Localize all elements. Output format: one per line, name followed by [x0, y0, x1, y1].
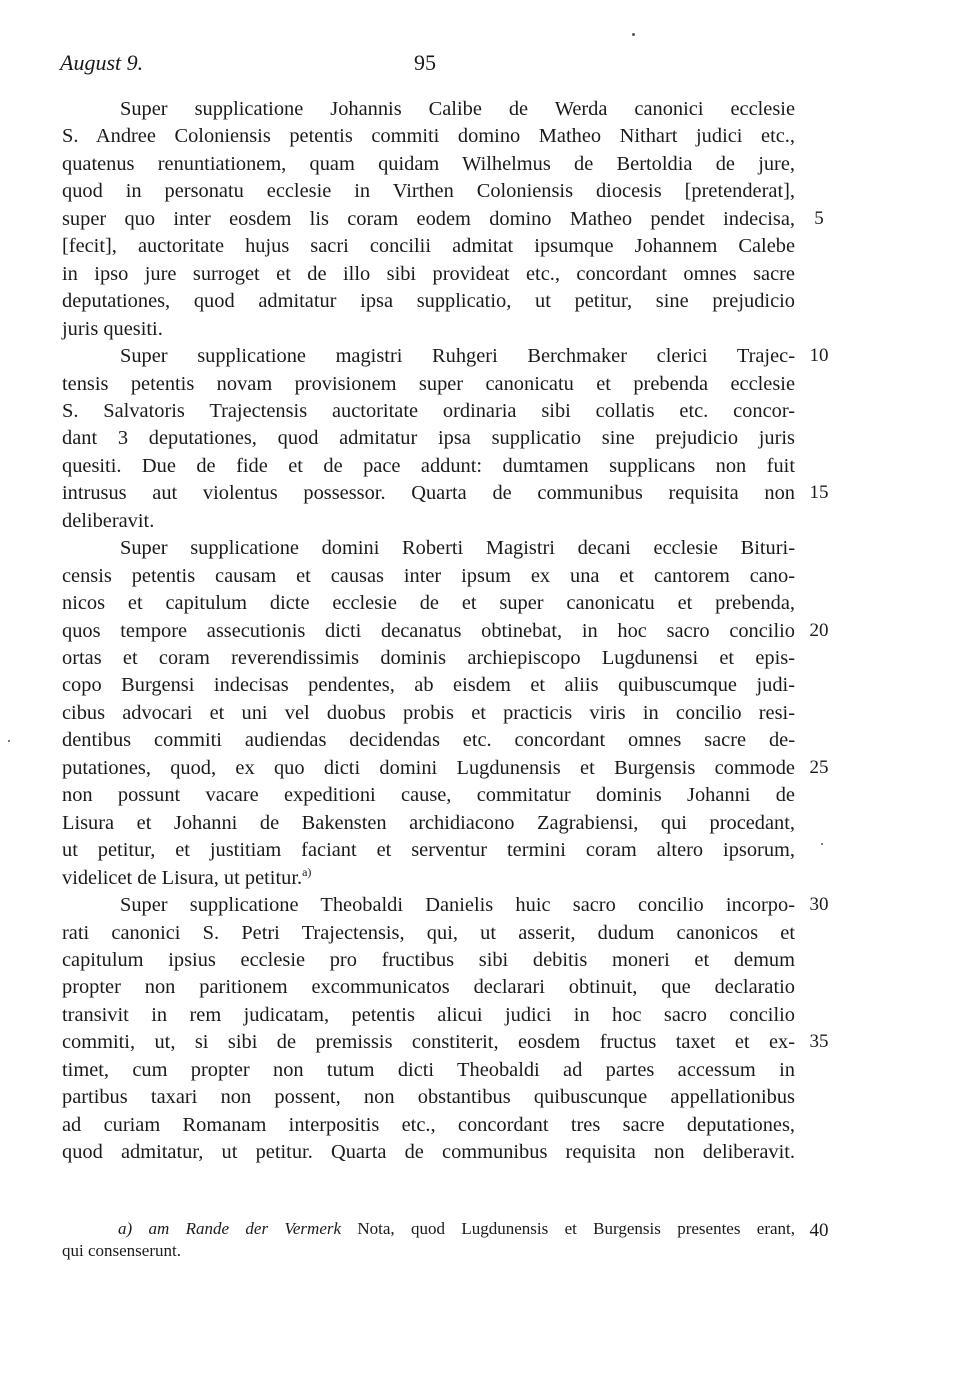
text-line — [62, 920, 795, 946]
text-line-content: putationes, quod, ex quo dicti domini Lugdunensis et Burgensis commode — [62, 756, 795, 779]
margin-line-number: 40 — [809, 1220, 829, 1241]
text-line — [62, 672, 795, 698]
text-line-content: quatenus renuntiationem, quam quidam Wilhelmus de Bertoldia de jure, — [62, 152, 795, 175]
text-line-content: capitulum ipsius ecclesie pro fructibus sibi debitis moneri et demum — [62, 948, 795, 971]
text-line-content: copo Burgensi indecisas pendentes, ab eisdem et aliis quibuscumque judi- — [62, 674, 795, 697]
text-line — [62, 782, 795, 808]
text-line-content: in ipso jure surroget et de illo sibi provideat etc., concordant omnes sacre — [62, 262, 795, 285]
text-line — [62, 288, 795, 314]
text-line-content: dant 3 deputationes, quod admitatur ipsa supplicatio sine prejudicio juris — [62, 427, 795, 450]
text-line — [62, 316, 795, 342]
margin-line-number: 35 — [809, 1031, 829, 1053]
text-line — [62, 151, 795, 177]
text-line-content: tensis petentis novam provisionem super canonicatu et prebenda ecclesie — [62, 372, 795, 395]
text-line — [62, 837, 795, 863]
text-line — [62, 398, 795, 424]
text-line — [62, 233, 795, 259]
text-line-content: ad curiam Romanam interpositis etc., concordant tres sacre deputationes, — [62, 1113, 795, 1136]
text-line-content: censis petentis causam et causas inter ipsum ex una et cantorem cano- — [62, 564, 795, 587]
text-line — [62, 371, 795, 397]
text-line-content: dentibus commiti audiendas decidendas etc. concordant omnes sacre de- — [62, 729, 795, 752]
text-line-content: partibus taxari non possent, non obstantibus quibuscunque appellationibus — [62, 1086, 795, 1109]
text-line — [62, 261, 795, 287]
text-line-content: quos tempore assecutionis dicti decanatus obtinebat, in hoc sacro concilio — [62, 619, 795, 642]
margin-line-number: 5 — [814, 207, 824, 229]
text-line — [62, 178, 795, 204]
text-line-content: rati canonici S. Petri Trajectensis, qui, ut asserit, dudum canonicos et — [62, 921, 795, 944]
text-line — [62, 1057, 795, 1083]
margin-line-number: 10 — [809, 345, 829, 367]
text-line-content: quod admitatur, ut petitur. Quarta de communibus requisita non deliberavit. — [62, 1141, 795, 1164]
text-line — [120, 96, 795, 122]
text-line — [62, 1029, 795, 1055]
text-line-content: Super supplicatione Johannis Calibe de Werda canonici ecclesie — [120, 98, 795, 120]
text-line-content: ortas et coram reverendissimis dominis archiepiscopo Lugdunensi et epis- — [62, 647, 795, 669]
text-line — [62, 590, 795, 616]
text-line-content: cibus advocari et uni vel duobus probis et practicis viris in concilio resi- — [62, 701, 795, 724]
text-line — [120, 892, 795, 918]
speck — [632, 33, 635, 36]
text-line-content: Super supplicatione magistri Ruhgeri Berchmaker clerici Trajec- — [120, 345, 795, 368]
text-line — [62, 508, 795, 534]
text-line-content: propter non paritionem excommunicatos declarari obtinuit, que declaratio — [62, 976, 795, 999]
footnote-text: Nota, quod Lugdunensis et Burgensis presentes erant, — [357, 1219, 796, 1238]
text-line — [62, 1084, 795, 1110]
page-number: 95 — [414, 50, 436, 75]
text-line — [62, 700, 795, 726]
text-line — [62, 618, 795, 644]
footnote-line-2: qui consenserunt. — [62, 1241, 181, 1260]
text-line-content: Lisura et Johanni de Bakensten archidiacono Zagrabiensi, qui procedant, — [62, 811, 795, 834]
text-line-content: [fecit], auctoritate hujus sacri concilii admitat ipsumque Johannem Calebe — [62, 235, 795, 258]
text-line — [62, 480, 795, 506]
running-title: August 9. — [60, 50, 144, 75]
text-line-content: Super supplicatione Theobaldi Danielis huic sacro concilio incorpo- — [120, 894, 795, 917]
text-line-content: deliberavit. — [62, 509, 155, 532]
text-line-content: Super supplicatione domini Roberti Magistri decani ecclesie Bituri- — [120, 537, 795, 560]
text-line — [62, 810, 795, 836]
text-line-content: transivit in rem judicatam, petentis alicui judici in hoc sacro concilio — [62, 1003, 795, 1026]
text-line-content: S. Andree Coloniensis petentis commiti domino Matheo Nithart judici etc., — [62, 125, 795, 148]
footnote-marker: a) — [118, 1219, 133, 1238]
speck — [821, 843, 823, 845]
text-line-content: timet, cum propter non tutum dicti Theobaldi ad partes accessum in — [62, 1058, 795, 1081]
text-line — [62, 645, 795, 671]
text-line — [62, 947, 795, 973]
text-line-content: S. Salvatoris Trajectensis auctoritate ordinaria sibi collatis etc. concor- — [62, 399, 795, 422]
text-line — [62, 206, 795, 232]
text-line-content: quesiti. Due de fide et de pace addunt: dumtamen supplicans non fuit — [62, 454, 795, 477]
text-line — [62, 123, 795, 149]
text-line-content: juris quesiti. — [62, 317, 163, 340]
text-line — [62, 974, 795, 1000]
margin-line-number: 20 — [809, 619, 829, 641]
text-line — [62, 1002, 795, 1028]
text-line — [62, 563, 795, 589]
margin-line-number: 15 — [809, 482, 829, 504]
footnote-reference: a) — [302, 864, 312, 879]
text-line-content: ut petitur, et justitiam faciant et serventur termini coram altero ipsorum, — [62, 839, 795, 862]
text-line-content: intrusus aut violentus possessor. Quarta de communibus requisita non — [62, 482, 795, 505]
text-line — [62, 755, 795, 781]
text-line-content: videlicet de Lisura, ut petitur. — [62, 866, 303, 889]
speck — [8, 740, 10, 742]
text-line — [62, 425, 795, 451]
footnote-line-1 — [118, 1218, 795, 1240]
margin-line-number: 25 — [809, 756, 829, 778]
margin-line-number: 30 — [809, 894, 829, 916]
text-line — [62, 453, 795, 479]
text-line — [120, 343, 795, 369]
text-line-content: deputationes, quod admitatur ipsa supplicatio, ut petitur, sine prejudicio — [62, 290, 795, 313]
text-line — [120, 535, 795, 561]
text-line-content: nicos et capitulum dicte ecclesie de et super canonicatu et prebenda, — [62, 592, 795, 615]
text-line — [62, 727, 795, 753]
text-line — [62, 865, 795, 891]
text-line-content: commiti, ut, si sibi de premissis constiterit, eosdem fructus taxet et ex- — [62, 1031, 795, 1054]
text-line-content: quod in personatu ecclesie in Virthen Coloniensis diocesis [pretenderat], — [62, 180, 795, 203]
footnote-italic: am Rande der Vermerk — [148, 1219, 342, 1238]
text-line — [62, 1139, 795, 1165]
text-line-content: non possunt vacare expeditioni cause, commitatur dominis Johanni de — [62, 784, 795, 807]
text-line-content: super quo inter eosdem lis coram eodem domino Matheo pendet indecisa, — [62, 207, 795, 230]
text-line — [62, 1112, 795, 1138]
